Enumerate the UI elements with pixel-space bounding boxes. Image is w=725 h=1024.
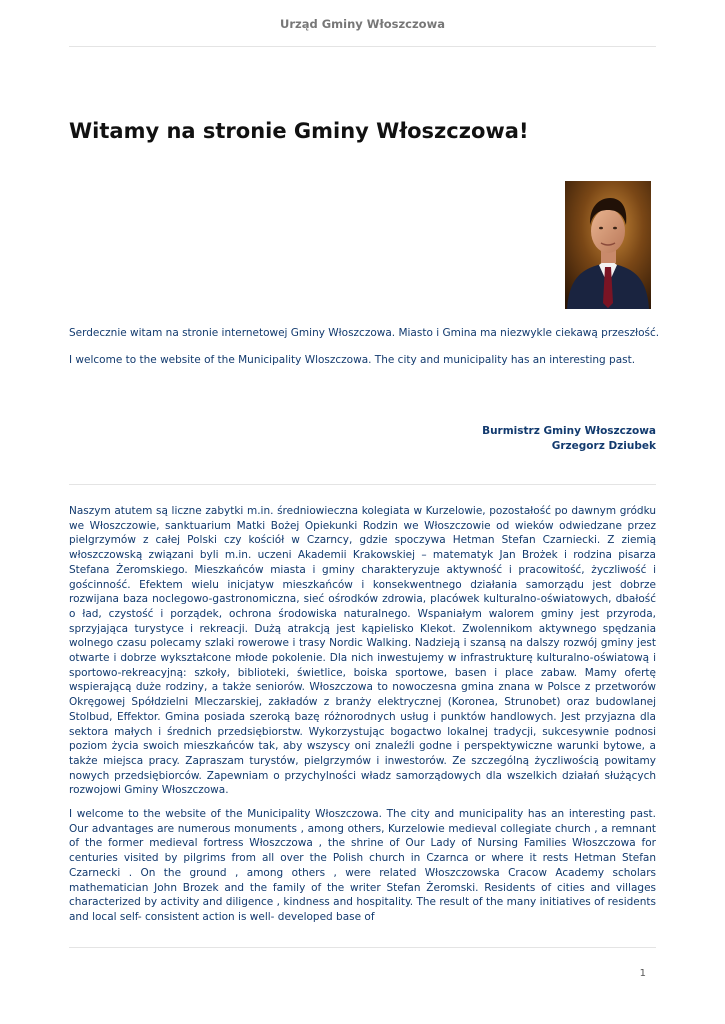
page-title: Witamy na stronie Gminy Włoszczowa! (69, 119, 529, 143)
section-divider (69, 484, 656, 485)
signature-role: Burmistrz Gminy Włoszczowa (482, 425, 656, 437)
footer-divider (69, 947, 656, 948)
intro-polish: Serdecznie witam na stronie internetowej Gminy Włoszczowa. Miasto i Gmina ma niezwykle ciekawą przeszłość. (69, 327, 660, 339)
signature-name: Grzegorz Dziubek (551, 440, 656, 452)
page-number: 1 (639, 968, 646, 979)
document-header: Urząd Gminy Włoszczowa (280, 17, 445, 31)
intro-english: I welcome to the website of the Municipality Wloszczowa. The city and municipality has an interesting past. (69, 354, 636, 366)
description-english: I welcome to the website of the Municipality Włoszczowa. The city and municipality has an interesting past. Our advantages are numerous monuments , among others, Kurzelowie medieval collegiate church , a remnant of the former medieval fortress Włoszczowa , the shrine of Our Lady of Nursing Families Włoszczowa for centuries visited by pilgrims from all over the Polish church in Czarnca or where it rests Hetman Stefan Czarnecki . On the ground , among others , were related Włoszczowska Cracow Academy scholars mathematician John Brozek and the family of the writer Stefan Żeromski. Residents of cities and villages characterized by activity and diligence , kindness and hospitality. The result of the many initiatives of residents and local self- consistent action is well- developed base of (69, 808, 656, 923)
description-polish: Naszym atutem są liczne zabytki m.in. średniowieczna kolegiata w Kurzelowie, pozostałość po dawnym gródku we Włoszczowie, sanktuarium Matki Bożej Opiekunki Rodzin we Włoszczowie od wieków odwiedzane przez pielgrzymów z całej Polski czy kościół w Czarncy, gdzie spoczywa Hetman Stefan Czarniecki. Z ziemią włoszczowską związani byli m.in. uczeni Akademii Krakowskiej – matematyk Jan Brożek i rodzina pisarza Stefana Żeromskiego. Mieszkańców miasta i gminy charakteryzuje aktywność i pracowitość, życzliwość i gościnność. Efektem wielu inicjatyw mieszkańców i konsekwentnego działania samorządu jest dobrze rozwijana baza noclegowo-gastronomiczna, sieć ośrodków zdrowia, placówek kulturalno-oświatowych, dbałość o ład, czystość i porządek, ochrona środowiska naturalnego. Wspaniałym walorem gminy jest przyroda, sprzyjająca turystyce i rekreacji. Dużą atrakcją jest kąpielisko Klekot. Zwolennikom aktywnego spędzania wolnego czasu polecamy szlaki rowerowe i trasy Nordic Walking. Nadzieją i szansą na dalszy rozwój gminy jest otwarte i dobrze wykształcone młode pokolenie. Dla nich inwestujemy w infrastrukturę kulturalno-oświatową i sportowo-rekreacyjną: szkoły, biblioteki, świetlice, boiska sportowe, basen i place zabaw. Mamy ofertę wspierającą duże rodziny, a także seniorów. Włoszczowa to nowoczesna gmina znana w Polsce z przetworów Okręgowej Spółdzielni Mleczarskiej, zakładów z branży elektrycznej (Koronea, Strunobet) oraz budowlanej Stolbud, Effektor. Gmina posiada szeroką bazę różnorodnych usług i punktów handlowych. Jest przyjazna dla sektora małych i średnich przedsiębiorstw. Wykorzystując bogactwo lokalnej tradycji, sukcesywnie podnosi poziom życia swoich mieszkańców tak, aby wszyscy oni znaleźli godne i perspektywiczne warunki bytowe, a także miejsca pracy. Zapraszam turystów, pielgrzymów i inwestorów. Ze szczególną życzliwością powitamy nowych przedsiębiorców. Zapewniam o przychylności władz samorządowych dla wszelkich działań służących rozwojowi Gminy Włoszczowa. (69, 505, 656, 797)
header-divider (69, 46, 656, 47)
mayor-portrait (565, 181, 651, 309)
